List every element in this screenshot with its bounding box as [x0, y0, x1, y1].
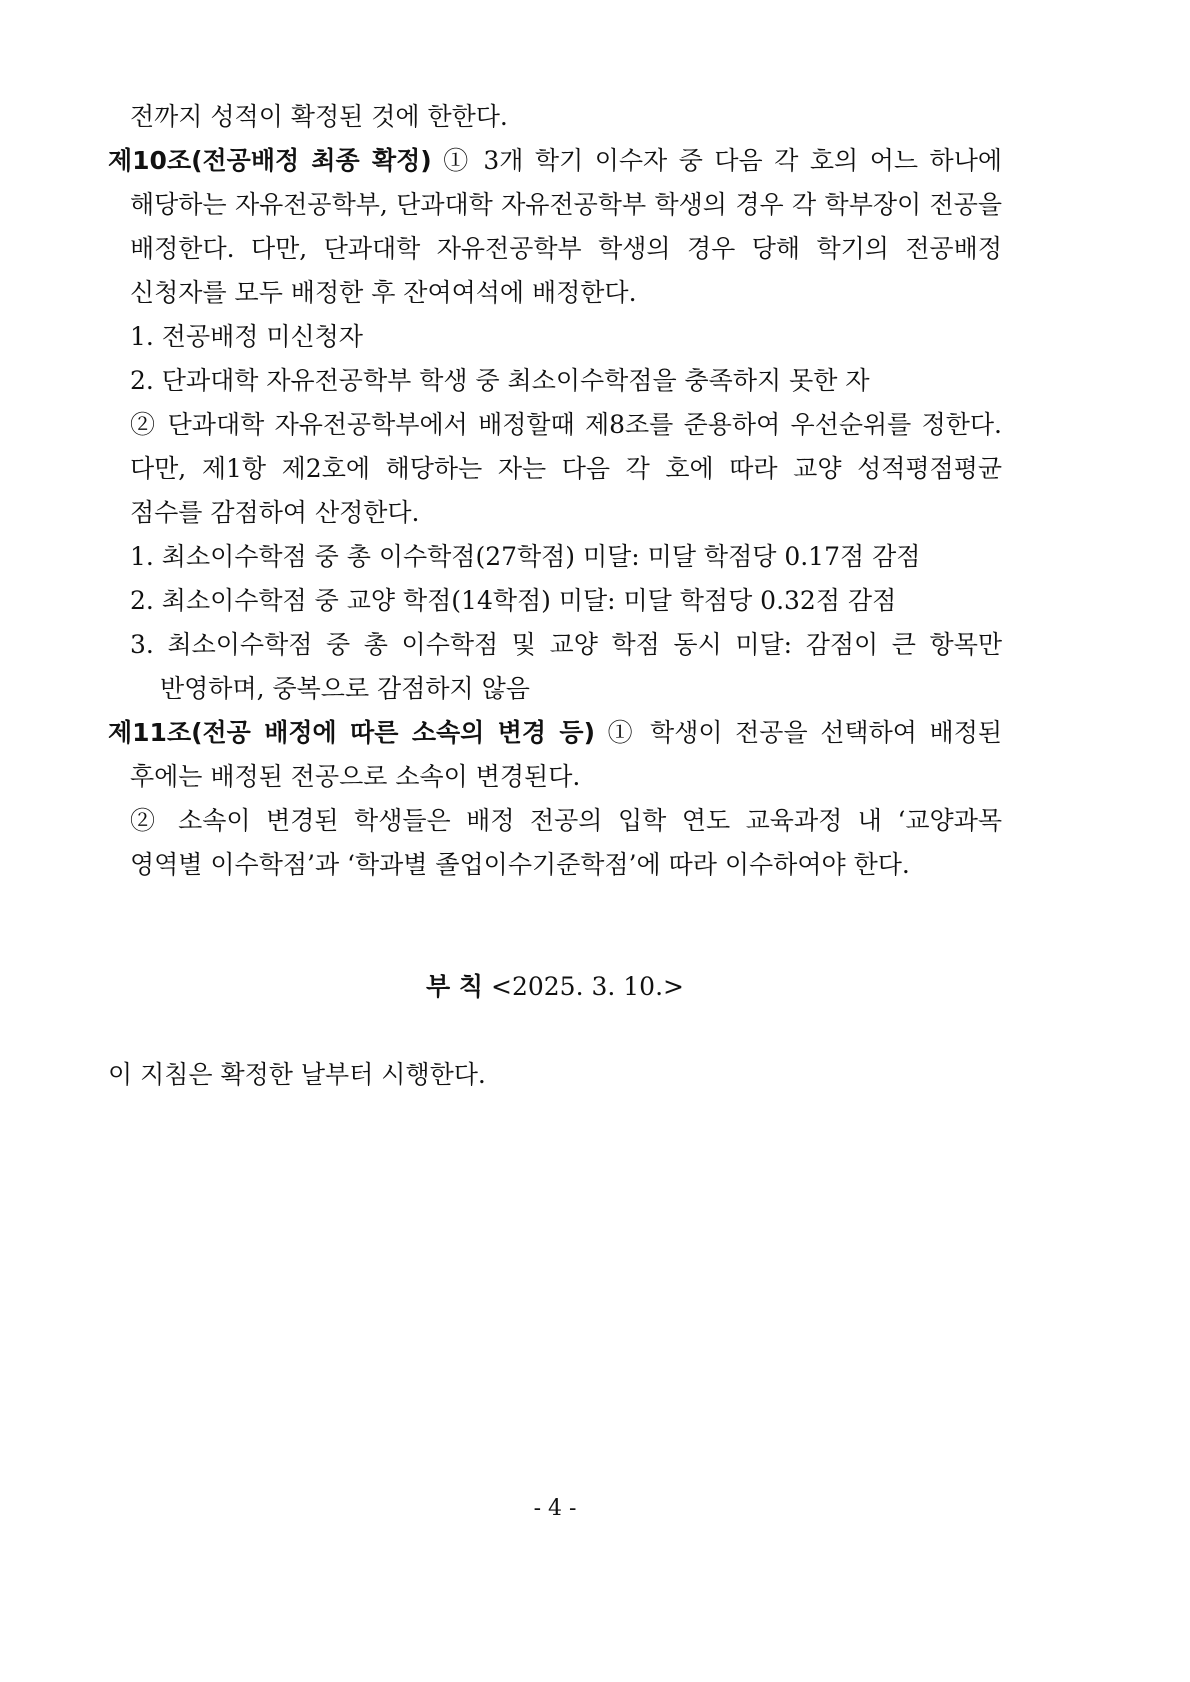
addendum-text: 이 지침은 확정한 날부터 시행한다.: [108, 1060, 486, 1089]
text-line: 후에는 배정된 전공으로 소속이 변경된다.: [130, 762, 581, 791]
text-line: 해당하는 자유전공학부, 단과대학 자유전공학부 학생의 경우 각 학부장이 전공을: [130, 190, 1002, 219]
list-item: 2. 단과대학 자유전공학부 학생 중 최소이수학점을 충족하지 못한 자: [130, 366, 870, 395]
text-line: 영역별 이수학점’과 ‘학과별 졸업이수기준학점’에 따라 이수하여야 한다.: [130, 850, 910, 879]
article-11-clause-1-start: ① 학생이 전공을 선택하여 배정된: [595, 718, 1002, 747]
addendum-heading-date: <2025. 3. 10.>: [491, 972, 684, 1001]
page-number: - 4 -: [533, 1496, 577, 1521]
text-line: 다만, 제1항 제2호에 해당하는 자는 다음 각 호에 따라 교양 성적평점평균: [130, 454, 1002, 483]
paragraph-line: ② 단과대학 자유전공학부에서 배정할때 제8조를 준용하여 우선순위를 정한다.: [130, 410, 1002, 439]
article-10-clause-1-start: ① 3개 학기 이수자 중 다음 각 호의 어느 하나에: [431, 146, 1002, 175]
text-line: 전까지 성적이 확정된 것에 한한다.: [130, 102, 508, 131]
article-11-title: 제11조(전공 배정에 따른 소속의 변경 등): [108, 718, 595, 747]
text-line: 신청자를 모두 배정한 후 잔여여석에 배정한다.: [130, 278, 637, 307]
text-line: 배정한다. 다만, 단과대학 자유전공학부 학생의 경우 당해 학기의 전공배정: [130, 234, 1002, 263]
text-line: 점수를 감점하여 산정한다.: [130, 498, 420, 527]
article-11-first-line: [108, 718, 1002, 748]
list-item: 1. 전공배정 미신청자: [130, 322, 363, 351]
addendum-heading-label: 부 칙: [426, 972, 484, 1001]
article-10-first-line: [108, 146, 1002, 176]
paragraph-line: ② 소속이 변경된 학생들은 배정 전공의 입학 연도 교육과정 내 ‘교양과목: [130, 806, 1002, 835]
list-item: 3. 최소이수학점 중 총 이수학점 및 교양 학점 동시 미달: 감점이 큰 항목만: [130, 630, 1002, 659]
article-10-title: 제10조(전공배정 최종 확정): [108, 146, 432, 175]
list-item: 1. 최소이수학점 중 총 이수학점(27학점) 미달: 미달 학점당 0.17점 감점: [130, 542, 921, 571]
list-item: 2. 최소이수학점 중 교양 학점(14학점) 미달: 미달 학점당 0.32점 감점: [130, 586, 897, 615]
addendum-heading: [0, 972, 1110, 1002]
list-item-continuation: 반영하며, 중복으로 감점하지 않음: [160, 674, 530, 703]
